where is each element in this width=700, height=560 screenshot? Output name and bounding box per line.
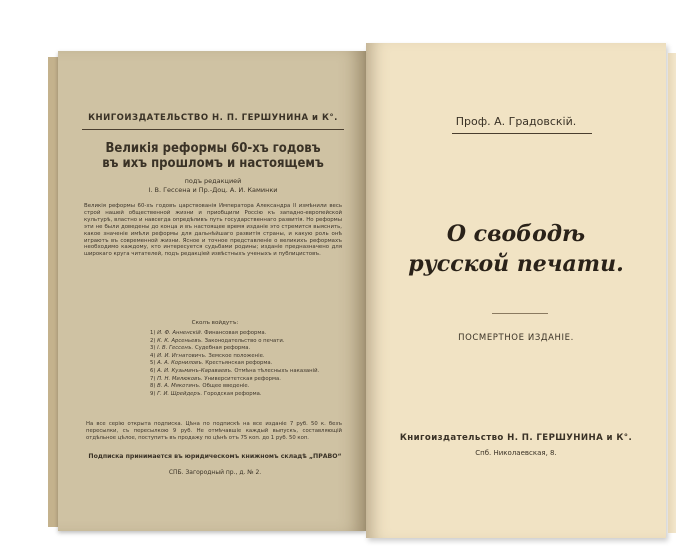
contents-list: [150, 330, 350, 398]
contents-item: 5) А. А. Корниловъ. Крестьянская реформа.: [150, 360, 273, 367]
left-address: СПБ. Загородный пр., д. № 2.: [168, 469, 262, 476]
author-name: Проф. А. Градовскій.: [455, 115, 577, 128]
warehouse-notice: Подписка принимается въ юридическомъ книжномъ складѣ „ПРАВО“: [88, 453, 342, 460]
contents-item: 4) И. И. Игнатовичъ. Земское положеніе.: [150, 352, 265, 359]
right-page: [366, 43, 666, 538]
contents-item: 6) А. И. Кузьминъ-Караваевъ. Отмѣна тѣлесныхъ наказаній.: [150, 367, 320, 374]
advert-intro-text: Великія реформы 60-хъ годовъ царствованія Императора Александра II измѣнили весь строй нашей общественной жизни и приобщили Россію къ западно-европейской культурѣ, властно и навсегда опредѣливъ путь государственнаго развитія. Но реформы эти не были доведены до конца и въ настоящее время изданіе это стремится выяснить, какое значеніе имѣли реформы для дальнѣйшаго развитія страны, и какую роль онѣ играютъ въ современной жизни. Ясное и точное представленіе о великихъ реформахъ необходимо каждому, кто интересуется судьбами родины; изданіе предназначено для широкаго круга читателей, подъ редакціей извѣстныхъ ученыхъ и публицистовъ.: [84, 203, 342, 258]
editors-block: [76, 177, 350, 195]
right-address: Спб. Николаевская, 8.: [475, 449, 557, 457]
divider: [492, 313, 548, 314]
advert-title: [76, 141, 350, 171]
open-book: [28, 33, 660, 548]
left-page: [58, 51, 366, 531]
subscription-text: На все серію открыта подписка. Цѣна по подпискѣ на все изданіе 7 руб. 50 к. безъ пересылки, съ пересылкою 9 руб. Не отмѣчавшіе каждый выпускъ, составляющій отдѣльное цѣлое, поступитъ въ продажу по цѣнѣ отъ 75 коп. до 1 руб. 50 коп.: [86, 421, 342, 441]
contents-item: 8) В. А. Мякотинъ. Общее введеніе.: [150, 383, 250, 390]
book-title-line-2: русской печати.: [408, 251, 624, 277]
advert-title-line-1: Великія реформы 60-хъ годовъ: [105, 141, 321, 156]
editors-names: І. В. Гессена и Пр.-Доц. А. И. Каминки: [148, 186, 278, 194]
book-title: [366, 219, 666, 279]
page-edges: [668, 53, 676, 533]
left-publisher-header: КНИГОИЗДАТЕЛЬСТВО Н. П. ГЕРШУНИНА и К°.: [88, 113, 338, 123]
contents-item: 1) И. Ф. Анненскій. Финансовая реформа.: [150, 330, 267, 336]
divider: [82, 129, 344, 130]
advert-title-line-2: въ ихъ прошломъ и настоящемъ: [102, 156, 324, 171]
contents-item: 7) П. Н. Милюковъ. Университетская реформа.: [150, 375, 281, 382]
right-publisher: Книгоиздательство Н. П. ГЕРШУНИНА и К°.: [399, 433, 633, 443]
contents-item: 9) Г. И. Шрейдеръ. Городская реформа.: [150, 390, 262, 397]
contents-heading: Сколъ войдутъ:: [191, 320, 239, 326]
contents-item: 2) К. К. Арсеньевъ. Законодательство о печати.: [150, 337, 285, 344]
contents-item: 3) І. В. Гессенъ. Судебная реформа.: [150, 345, 251, 352]
edited-label: подъ редакцией: [184, 177, 242, 185]
edition-label: ПОСМЕРТНОЕ ИЗДАНІЕ.: [458, 333, 574, 343]
book-title-line-1: О свободѣ: [446, 221, 586, 247]
divider: [452, 133, 592, 134]
